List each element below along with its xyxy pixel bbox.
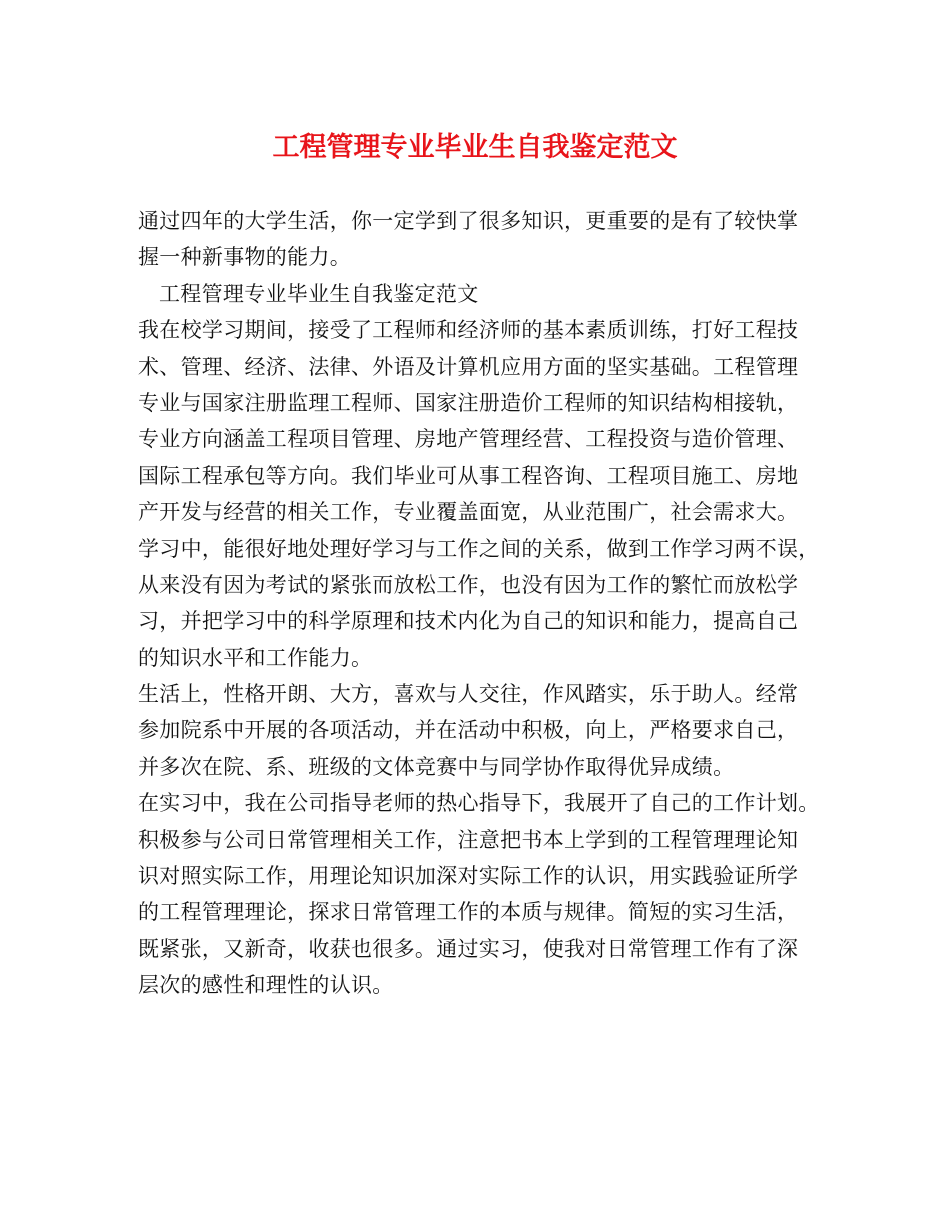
- body-line: 国际工程承包等方向。我们毕业可从事工程咨询、工程项目施工、房地: [138, 463, 799, 488]
- body-line: 习，并把学习中的科学原理和技术内化为自己的知识和能力，提高自己: [138, 609, 799, 634]
- body-line: 层次的感性和理性的认识。: [138, 973, 394, 998]
- body-line: 从来没有因为考试的紧张而放松工作，也没有因为工作的繁忙而放松学: [138, 572, 799, 597]
- document-body: [138, 203, 838, 1004]
- body-line: 的工程管理理论，探求日常管理工作的本质与规律。简短的实习生活，: [138, 900, 799, 925]
- body-line: 既紧张，又新奇，收获也很多。通过实习，使我对日常管理工作有了深: [138, 936, 799, 961]
- body-line: 积极参与公司日常管理相关工作，注意把书本上学到的工程管理理论知: [138, 827, 799, 852]
- body-line: 学习中，能很好地处理好学习与工作之间的关系，做到工作学习两不误，: [138, 536, 820, 561]
- body-line: 并多次在院、系、班级的文体竞赛中与同学协作取得优异成绩。: [138, 754, 735, 779]
- body-line: 参加院系中开展的各项活动，并在活动中积极，向上，严格要求自己，: [138, 718, 799, 743]
- body-line: 识对照实际工作，用理论知识加深对实际工作的认识，用实践验证所学: [138, 864, 799, 889]
- body-line: 通过四年的大学生活，你一定学到了很多知识，更重要的是有了较快掌: [138, 209, 799, 233]
- body-line: 的知识水平和工作能力。: [138, 645, 373, 670]
- subtitle-line: 工程管理专业毕业生自我鉴定范文: [159, 281, 479, 306]
- body-line: 我在校学习期间，接受了工程师和经济师的基本素质训练，打好工程技: [138, 318, 799, 343]
- body-line: 专业与国家注册监理工程师、国家注册造价工程师的知识结构相接轨，: [138, 390, 799, 415]
- body-line: 生活上，性格开朗、大方，喜欢与人交往，作风踏实，乐于助人。经常: [138, 682, 799, 707]
- body-line: 术、管理、经济、法律、外语及计算机应用方面的坚实基础。工程管理: [138, 354, 799, 379]
- body-line: 握一种新事物的能力。: [138, 245, 351, 270]
- document-title: 工程管理专业毕业生自我鉴定范文: [272, 132, 678, 163]
- body-line: 产开发与经营的相关工作，专业覆盖面宽，从业范围广，社会需求大。: [138, 500, 799, 525]
- body-line: 专业方向涵盖工程项目管理、房地产管理经营、工程投资与造价管理、: [138, 427, 799, 452]
- body-line: 在实习中，我在公司指导老师的热心指导下，我展开了自己的工作计划。: [138, 791, 820, 816]
